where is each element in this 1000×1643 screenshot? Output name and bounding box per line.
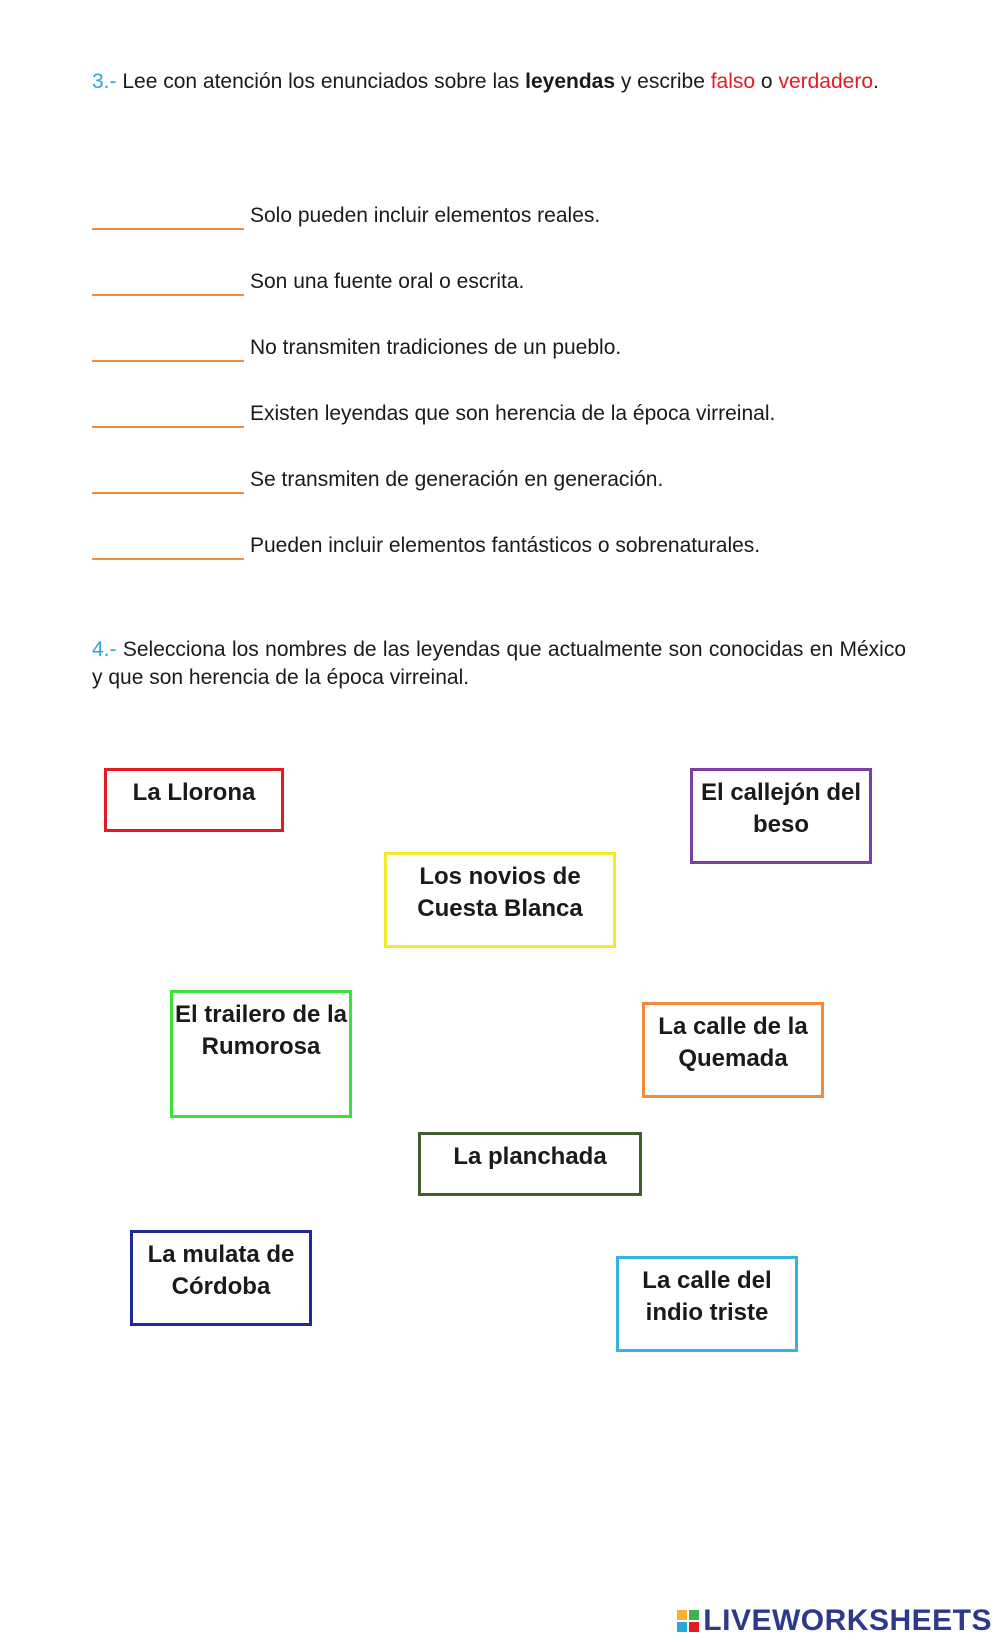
option-true-label: verdadero <box>778 70 873 93</box>
answer-blank-6[interactable] <box>92 532 244 560</box>
statement-row <box>92 400 952 466</box>
instruction-keyword: leyendas <box>525 70 616 93</box>
liveworksheets-icon <box>677 1610 699 1632</box>
statement-text: Son una fuente oral o escrita. <box>250 270 525 293</box>
answer-blank-1[interactable] <box>92 202 244 230</box>
statement-text: No transmiten tradiciones de un pueblo. <box>250 336 622 359</box>
instruction-text: Selecciona los nombres de las leyendas que actualmente son conocidas en México y que son herencia de la época virreinal. <box>92 638 906 689</box>
option-la-calle-de-la-quemada[interactable]: La calle de la Quemada <box>642 1002 824 1098</box>
statement-row <box>92 532 952 598</box>
answer-blank-5[interactable] <box>92 466 244 494</box>
answer-blank-2[interactable] <box>92 268 244 296</box>
statement-text: Se transmiten de generación en generación. <box>250 468 664 491</box>
instruction-3 <box>92 68 906 96</box>
brand-name: LIVEWORKSHEETS <box>703 1604 992 1637</box>
option-la-llorona[interactable]: La Llorona <box>104 768 284 832</box>
instruction-text: y escribe <box>615 70 711 93</box>
statement-list <box>92 202 952 598</box>
statement-text: Existen leyendas que son herencia de la época virreinal. <box>250 402 776 425</box>
answer-blank-3[interactable] <box>92 334 244 362</box>
answer-blank-4[interactable] <box>92 400 244 428</box>
instruction-text: Lee con atención los enunciados sobre las <box>116 70 526 93</box>
question-number: 4.- <box>92 638 117 661</box>
option-el-callejon-del-beso[interactable]: El callejón del beso <box>690 768 872 864</box>
statement-row <box>92 466 952 532</box>
instruction-4 <box>92 636 906 692</box>
option-false-label: falso <box>710 70 756 93</box>
instruction-text: o <box>755 70 779 93</box>
option-el-trailero-de-la-rumorosa[interactable]: El trailero de la Rumorosa <box>170 990 352 1118</box>
statement-row <box>92 268 952 334</box>
question-number: 3.- <box>92 70 117 93</box>
instruction-text: . <box>873 70 879 93</box>
statement-row <box>92 202 952 268</box>
statement-text: Solo pueden incluir elementos reales. <box>250 204 601 227</box>
statement-text: Pueden incluir elementos fantásticos o sobrenaturales. <box>250 534 761 557</box>
statement-row <box>92 334 952 400</box>
option-la-calle-del-indio-triste[interactable]: La calle del indio triste <box>616 1256 798 1352</box>
option-la-planchada[interactable]: La planchada <box>418 1132 642 1196</box>
liveworksheets-logo <box>677 1604 992 1638</box>
option-la-mulata-de-cordoba[interactable]: La mulata de Córdoba <box>130 1230 312 1326</box>
option-los-novios-de-cuesta-blanca[interactable]: Los novios de Cuesta Blanca <box>384 852 616 948</box>
